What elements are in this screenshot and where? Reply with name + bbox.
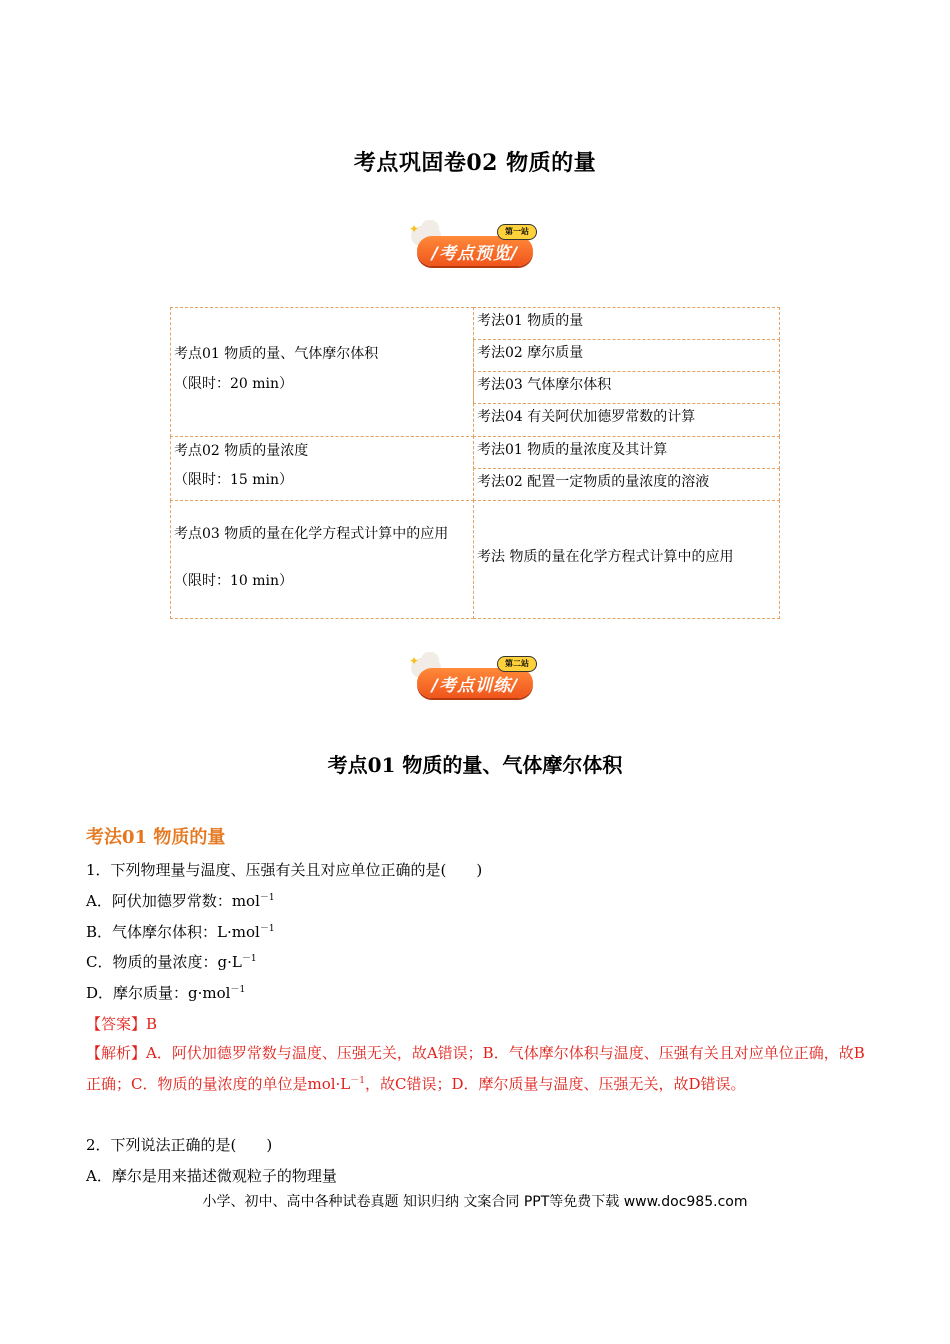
star-icon: ✦ [409, 222, 420, 236]
badge-label: /考点训练/ [431, 676, 519, 696]
point-name: 考点02 物质的量浓度 [174, 443, 309, 459]
method-name: 考法03 气体摩尔体积 [477, 377, 612, 393]
training-badge [409, 654, 537, 702]
table-cell-method [473, 403, 780, 437]
question-1-answer: 【答案】B [86, 1015, 158, 1033]
method-name: 考法 物质的量在化学方程式计算中的应用 [477, 549, 734, 565]
question-1-analysis: 【解析】A．阿伏加德罗常数与温度、压强无关，故A错误；B．气体摩尔体积与温度、压强有关且对应单位正确，故B正确；C．物质的量浓度的单位是$mol\cdot L^{-1}$，故C错误；D．摩尔质量与温度、压强无关，故D错误。 [86, 1044, 865, 1093]
page-footer: 小学、初中、高中各种试卷真题 知识归纳 文案合同 PPT等免费下载 www.doc985.com [202, 1194, 748, 1210]
table-cell-point-2 [170, 436, 474, 501]
time-limit: （限时：20 min） [174, 376, 294, 392]
cloud-decoration [421, 652, 439, 668]
badge-tag: 第二站 [497, 656, 537, 672]
question-2-stem: 2．下列说法正确的是( ) [86, 1136, 273, 1154]
method-name: 考法01 物质的量浓度及其计算 [477, 442, 668, 458]
time-limit: （限时：10 min） [174, 573, 294, 589]
point-name: 考点01 物质的量、气体摩尔体积 [174, 346, 379, 362]
method-name: 考法02 摩尔质量 [477, 345, 584, 361]
question-1-option-d: D．摩尔质量：g·mol$^{-1}$ [86, 984, 246, 1002]
table-cell-method [473, 468, 780, 501]
badge-tag: 第一站 [497, 224, 537, 240]
question-1-option-c: C．物质的量浓度：$g\cdot L^{-1}$ [86, 953, 257, 971]
table-cell-method [473, 339, 780, 372]
point-name: 考点03 物质的量在化学方程式计算中的应用 [174, 526, 449, 542]
question-1-stem: 1．下列物理量与温度、压强有关且对应单位正确的是( ) [86, 861, 483, 879]
cloud-decoration [421, 220, 439, 236]
table-cell-method [473, 500, 780, 619]
method-name: 考法01 物质的量 [477, 313, 584, 329]
question-1-option-b: B．气体摩尔体积：L·mol$^{-1}$ [86, 923, 275, 941]
table-cell-method [473, 307, 780, 340]
table-cell-point-3 [170, 500, 474, 619]
time-limit: （限时：15 min） [174, 472, 294, 488]
section-title: 考点01 物质的量、气体摩尔体积 [327, 753, 623, 777]
table-cell-method [473, 436, 780, 469]
method-title: 考法01 物质的量 [86, 827, 226, 848]
table-cell-method [473, 371, 780, 404]
method-name: 考法02 配置一定物质的量浓度的溶液 [477, 474, 710, 490]
question-2-option-a: A．摩尔是用来描述微观粒子的物理量 [86, 1167, 337, 1185]
star-icon: ✦ [409, 654, 420, 668]
method-name: 考法04 有关阿伏加德罗常数的计算 [477, 409, 696, 425]
document-title: 考点巩固卷02 物质的量 [353, 150, 597, 176]
question-1-option-a: A．阿伏加德罗常数：mol$^{-1}$ [86, 892, 275, 910]
badge-label: /考点预览/ [431, 244, 519, 264]
preview-badge [409, 222, 537, 270]
table-cell-point-1 [170, 307, 474, 437]
